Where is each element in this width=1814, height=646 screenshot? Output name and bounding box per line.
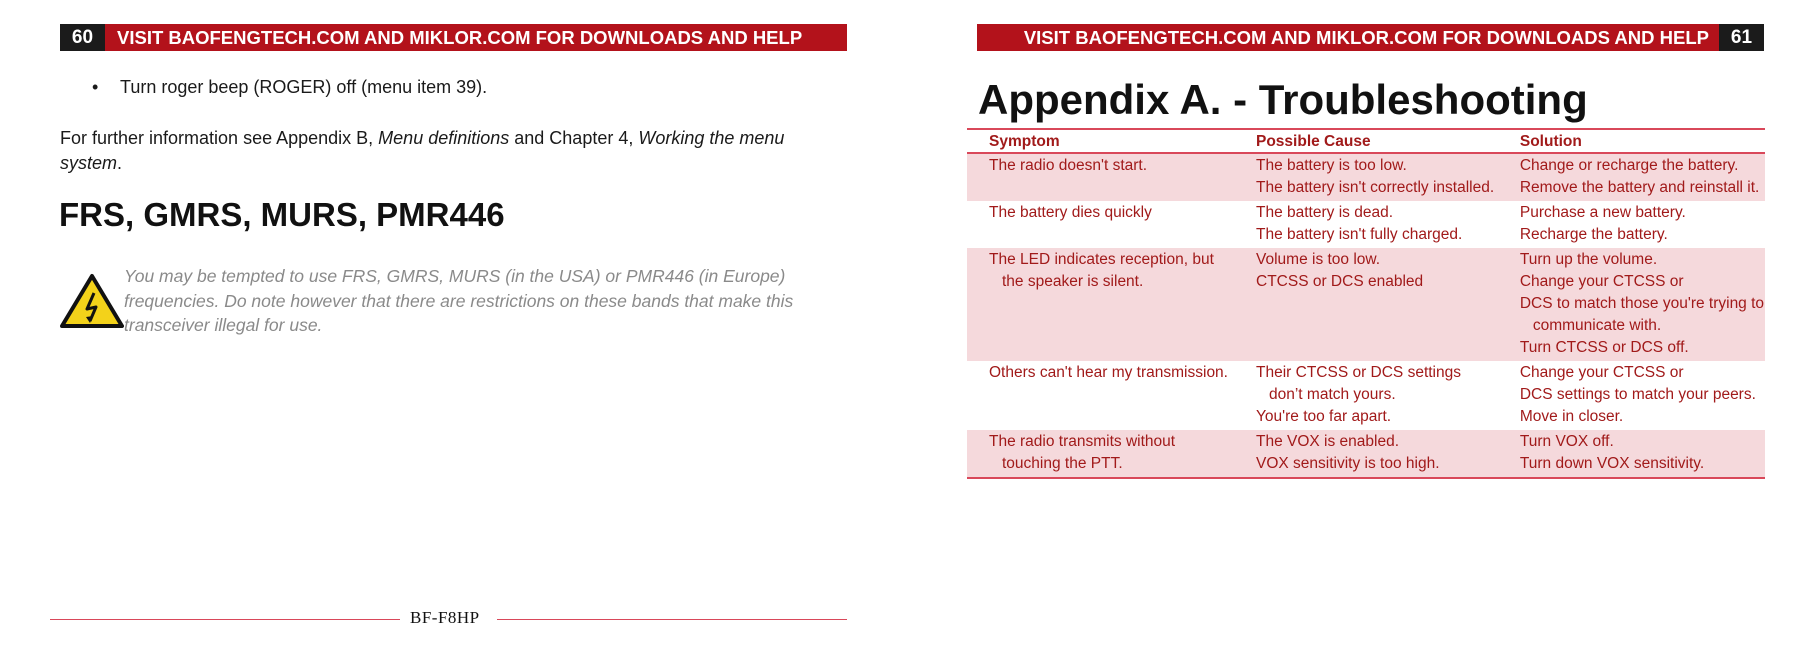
para-suffix: . — [117, 153, 123, 173]
cell-line: Recharge the battery. — [1519, 226, 1668, 243]
solution-cell — [1498, 430, 1765, 478]
header-solution: Solution — [1498, 129, 1765, 153]
table-row — [967, 153, 1765, 201]
left-header-text: VISIT BAOFENGTECH.COM AND MIKLOR.COM FOR DOWNLOADS AND HELP — [105, 24, 847, 51]
table-row — [967, 201, 1765, 248]
high-voltage-warning-icon — [60, 273, 124, 329]
footer-rule-left — [50, 619, 400, 620]
cell-line: The LED indicates reception, but the speaker is silent. — [989, 251, 1214, 290]
cell-line: DCS settings to match your peers. — [1519, 386, 1756, 403]
cause-cell — [1234, 248, 1498, 361]
cell-line: Others can't hear my transmission. — [989, 364, 1228, 381]
appendix-heading: Appendix A. - Troubleshooting — [978, 76, 1588, 123]
cell-line: Volume is too low. — [1256, 251, 1381, 268]
section-heading: FRS, GMRS, MURS, PMR446 — [59, 196, 505, 233]
cell-line: Purchase a new battery. — [1519, 204, 1686, 221]
para-mid: and Chapter 4, — [509, 128, 639, 148]
troubleshooting-table — [967, 128, 1765, 479]
cell-line: The radio doesn't start. — [989, 157, 1148, 174]
para-link-menu-definitions: Menu definitions — [378, 128, 510, 148]
cell-line: CTCSS or DCS enabled — [1256, 273, 1424, 290]
symptom-cell — [967, 153, 1234, 201]
header-symptom: Symptom — [967, 129, 1234, 153]
cell-line: Turn VOX off. — [1519, 433, 1614, 450]
cell-line: Change your CTCSS or — [1519, 364, 1684, 381]
table-row — [967, 361, 1765, 430]
cell-line: DCS to match those you're trying to communicate with. — [1519, 295, 1765, 334]
cell-line: The battery is dead. — [1256, 204, 1393, 221]
left-page-header — [60, 24, 847, 51]
right-page-header — [977, 24, 1764, 51]
bullet-marker: • — [92, 77, 99, 97]
symptom-cell — [967, 201, 1234, 248]
cause-cell — [1234, 361, 1498, 430]
cause-cell — [1234, 430, 1498, 478]
table-header-row — [967, 129, 1765, 153]
footer-model: BF-F8HP — [410, 608, 480, 627]
solution-cell — [1498, 361, 1765, 430]
solution-cell — [1498, 248, 1765, 361]
para-prefix: For further information see Appendix B, — [60, 128, 379, 148]
bullet-text: Turn roger beep (ROGER) off (menu item 39). — [120, 77, 488, 97]
cell-line: Move in closer. — [1519, 408, 1624, 425]
cause-cell — [1234, 153, 1498, 201]
solution-cell — [1498, 153, 1765, 201]
symptom-cell — [967, 248, 1234, 361]
warning-note: You may be tempted to use FRS, GMRS, MURS (in the USA) or PMR446 (in Europe) frequencies. Do note however that there are restrictions on these bands that make this transceiver illegal for use. — [124, 266, 794, 335]
cell-line: Remove the battery and reinstall it. — [1519, 179, 1760, 196]
symptom-cell — [967, 361, 1234, 430]
header-possible-cause: Possible Cause — [1234, 129, 1498, 153]
cell-line: The battery dies quickly — [989, 204, 1152, 221]
cell-line: Turn up the volume. — [1519, 251, 1658, 268]
cell-line: Turn down VOX sensitivity. — [1519, 455, 1705, 472]
cell-line: You're too far apart. — [1256, 408, 1392, 425]
cell-line: The battery is too low. — [1256, 157, 1407, 174]
cell-line: Change or recharge the battery. — [1519, 157, 1739, 174]
cell-line: The battery isn't correctly installed. — [1256, 179, 1495, 196]
para-link-working-menu: Working the menu system — [60, 128, 785, 173]
cell-line: Their CTCSS or DCS settings don’t match yours. — [1256, 364, 1461, 403]
bullet-item — [92, 77, 487, 98]
right-page-number: 61 — [1719, 24, 1764, 51]
symptom-cell — [967, 430, 1234, 478]
table-body — [967, 153, 1765, 478]
cell-line: Turn CTCSS or DCS off. — [1519, 339, 1689, 356]
cell-line: VOX sensitivity is too high. — [1256, 455, 1440, 472]
solution-cell — [1498, 201, 1765, 248]
cause-cell — [1234, 201, 1498, 248]
right-header-text: VISIT BAOFENGTECH.COM AND MIKLOR.COM FOR DOWNLOADS AND HELP — [977, 24, 1719, 51]
table-row — [967, 248, 1765, 361]
table-row — [967, 430, 1765, 478]
cell-line: The radio transmits without touching the PTT. — [989, 433, 1176, 472]
cell-line: Change your CTCSS or — [1519, 273, 1684, 290]
cell-line: The VOX is enabled. — [1256, 433, 1400, 450]
left-page-number: 60 — [60, 24, 105, 51]
footer-rule-right — [497, 619, 847, 620]
cell-line: The battery isn't fully charged. — [1256, 226, 1463, 243]
further-info-paragraph — [60, 126, 820, 176]
